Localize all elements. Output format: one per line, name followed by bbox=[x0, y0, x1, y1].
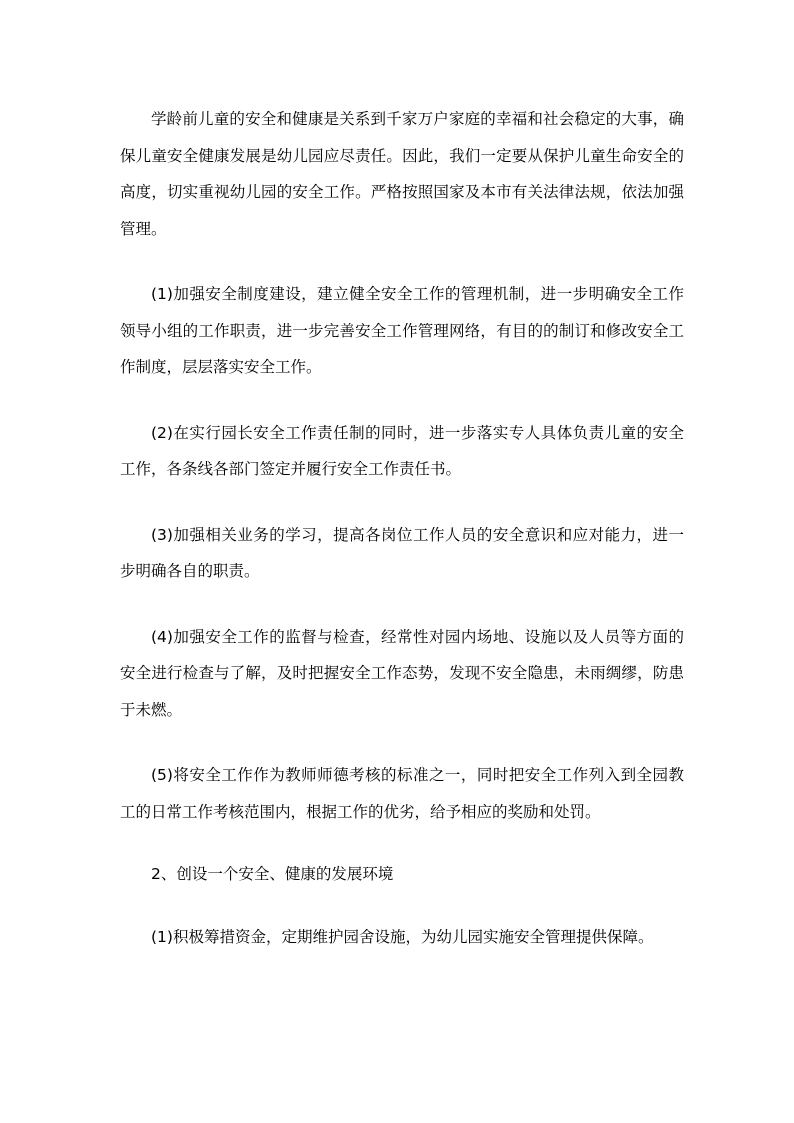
section-heading: 2、创设一个安全、健康的发展环境 bbox=[151, 865, 394, 883]
item-paragraph-3: (3)加强相关业务的学习，提高各岗位工作人员的安全意识和应对能力，进一步明确各自的职责。 bbox=[120, 525, 684, 580]
intro-paragraph: 学龄前儿童的安全和健康是关系到千家万户家庭的幸福和社会稳定的大事，确保儿童安全健康发展是幼儿园应尽责任。因此，我们一定要从保护儿童生命安全的高度，切实重视幼儿园的安全工作。严格按照国家及本市有关法律法规，依法加强管理。 bbox=[120, 110, 684, 238]
item-paragraph-1: (1)加强安全制度建设，建立健全安全工作的管理机制，进一步明确安全工作领导小组的工作职责，进一步完善安全工作管理网络，有目的的制订和修改安全工作制度，层层落实安全工作。 bbox=[120, 285, 684, 376]
item-paragraph-2: (2)在实行园长安全工作责任制的同时，进一步落实专人具体负责儿童的安全工作，各条线各部门签定并履行安全工作责任书。 bbox=[120, 423, 684, 478]
item-paragraph-4: (4)加强安全工作的监督与检查，经常性对园内场地、设施以及人员等方面的安全进行检查与了解，及时把握安全工作态势，发现不安全隐患，未雨绸缪，防患于未燃。 bbox=[120, 627, 684, 719]
item-paragraph-5: (5)将安全工作作为教师师德考核的标准之一，同时把安全工作列入到全园教工的日常工作考核范围内，根据工作的优劣，给予相应的奖励和处罚。 bbox=[120, 766, 684, 821]
item-paragraph-6: (1)积极筹措资金，定期维护园舍设施，为幼儿园实施安全管理提供保障。 bbox=[151, 927, 654, 946]
